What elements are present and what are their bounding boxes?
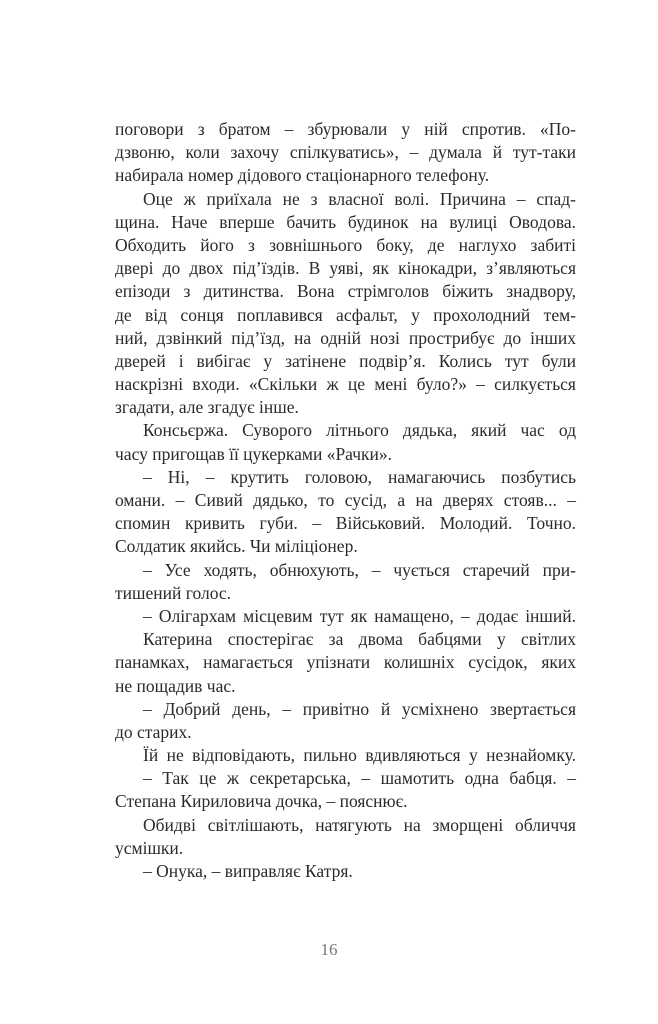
text-line: Обидві світлішають, натягують на зморщені обличчя	[143, 814, 576, 835]
paragraph	[115, 559, 576, 605]
text-line: поговори з братом – збурювали у ній спротив. «По-	[115, 119, 576, 139]
text-line: – Онука, – виправляє Катря.	[143, 861, 353, 881]
paragraph	[115, 628, 576, 698]
text-line: ний, дзвінкий під’їзд, на одній нозі прострибує до інших	[115, 327, 576, 348]
text-line: Катерина спостерігає за двома бабцями у світлих	[143, 629, 576, 650]
text-line: Консьєржа. Суворого літнього дядька, який час од	[143, 420, 576, 441]
page-body-text	[115, 118, 576, 883]
paragraph	[115, 860, 576, 883]
text-line: не пощадив час.	[115, 675, 236, 696]
text-line: дверей і вибігає у затінене подвір’я. Колись тут були	[115, 350, 576, 371]
paragraph	[115, 698, 576, 744]
text-line: панамках, намагається упізнати колишніх сусідок, яких	[115, 652, 576, 673]
paragraph	[115, 605, 576, 628]
text-line: Оце ж приїхала не з власної волі. Причина – спад-	[143, 188, 576, 209]
text-line: тишений голос.	[115, 582, 232, 603]
text-line: Солдатик якийсь. Чи міліціонер.	[115, 536, 358, 557]
text-line: набирала номер дідового стаціонарного телефону.	[115, 165, 490, 186]
text-line: – Так це ж секретарська, – шамотить одна бабця. –	[143, 768, 576, 789]
text-line: Їй не відповідають, пильно вдивляються у незнайомку.	[143, 745, 576, 766]
text-line: усмішки.	[115, 837, 184, 858]
text-line: – Олігархам місцевим тут як намащено, – додає інший.	[143, 605, 576, 626]
text-line: – Ні, – крутить головою, намагаючись позбутись	[143, 466, 576, 487]
paragraph	[115, 118, 576, 188]
text-line: епізоди з дитинства. Вона стрімголов біжить знадвору,	[115, 281, 576, 302]
text-line: щина. Наче вперше бачить будинок на вулиці Оводова.	[115, 211, 576, 232]
text-line: двері до двох під’їздів. В уяві, як кінокадри, з’являються	[115, 258, 576, 279]
text-line: наскрізні входи. «Скільки ж це мені було?» – силкується	[115, 374, 576, 395]
text-line: часу пригощав її цукерками «Рачки».	[115, 443, 393, 464]
text-line: – Добрий день, – привітно й усміхнено звертається	[143, 698, 576, 719]
paragraph	[115, 767, 576, 813]
text-line: – Усе ходять, обнюхують, – чується старечий при-	[143, 559, 576, 580]
paragraph	[115, 419, 576, 465]
page-number: 16	[320, 940, 338, 959]
paragraph	[115, 814, 576, 860]
text-line: Обходить його з зовнішнього боку, де наглухо забиті	[115, 234, 576, 255]
paragraph	[115, 466, 576, 559]
text-line: до старих.	[115, 721, 192, 742]
paragraph	[115, 744, 576, 767]
paragraph	[115, 188, 576, 420]
text-line: згадати, але згадує інше.	[115, 397, 299, 418]
text-line: де від сонця поплавився асфальт, у прохолодний тем-	[115, 304, 576, 325]
text-line: спомин кривить губи. – Військовий. Молодий. Точно.	[115, 513, 576, 534]
text-line: дзвоню, коли захочу спілкуватись», – думала й тут-таки	[115, 142, 576, 163]
text-line: Степана Кириловича дочка, – пояснює.	[115, 791, 408, 812]
text-line: омани. – Сивий дядько, то сусід, а на дверях стояв... –	[115, 490, 576, 510]
